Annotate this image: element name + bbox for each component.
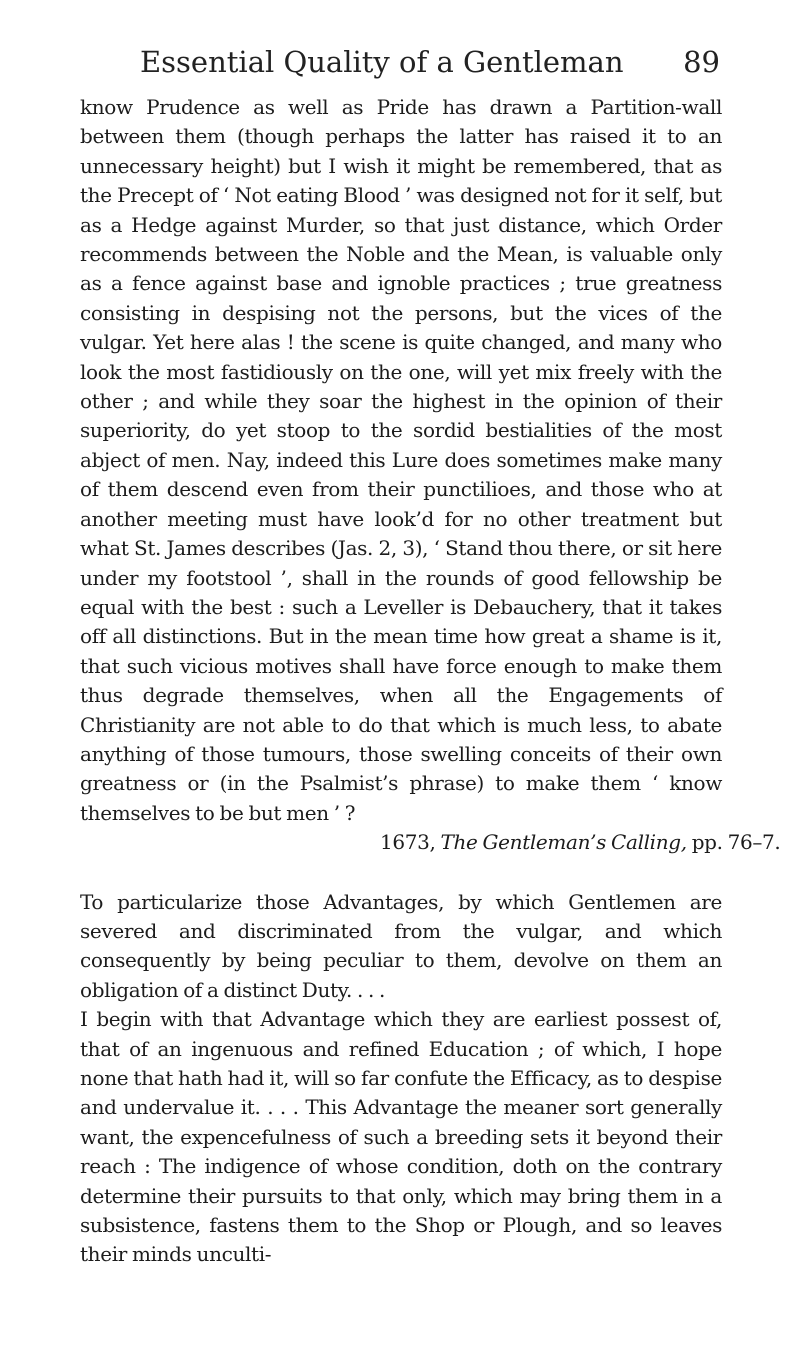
citation-year: 1673, xyxy=(380,830,436,855)
chapter-title: Essential Quality of a Gentleman xyxy=(140,45,624,79)
citation-pages: pp. 76–7. xyxy=(691,830,781,855)
section-gap xyxy=(80,858,722,888)
source-citation xyxy=(80,828,781,857)
paragraph-education: I begin with that Advantage which they are earliest possest of, that of an ingenuous and refined Education ; of which, I hope none that hath had it, will so far confute the Efficacy, as to despise and undervalue it. . . . This Advantage the meaner sort generally want, the expencefulness of such a breeding sets it beyond their reach : The indigence of whose condition, doth on the contrary determine their pursuits to that only, which may bring them in a subsistence, fastens them to the Shop or Plough, and so leaves their minds unculti- xyxy=(80,1007,722,1267)
body-text xyxy=(80,93,781,1270)
paragraph-prudence: know Prudence as well as Pride has drawn a Partition-wall between them (though perhaps the latter has raised it to an unnecessary height) but I wish it might be remembered, that as the Precept of ‘ Not eating Blood ’ was designed not for it self, but as a Hedge against Murder, so that just distance, which Order recommends between the Noble and the Mean, is valuable only as a fence against base and ignoble practices ; true greatness consisting in despising not the persons, but the vices of the vulgar. Yet here alas ! the scene is quite changed, and many who look the most fastidiously on the one, will yet mix freely with the other ; and while they soar the highest in the opinion of their superiority, do yet stoop to the sordid bestialities of the most abject of men. Nay, indeed this Lure does sometimes make many of them descend even from their punctilioes, and those who at another meeting must have look’d for no other treatment but what St. James describes (Jas. 2, 3), ‘ Stand thou there, or sit here under my footstool ’, shall in the rounds of good fellowship be equal with the best : such a Leveller is Debauchery, that it takes off all distinctions. But in the mean time how great a shame is it, that such vicious motives shall have force enough to make them thus degrade themselves, when all the Engagements of Christianity are not able to do that which is much less, to abate anything of those tumours, those swelling conceits of their own greatness or (in the Psalmist’s phrase) to make them ‘ know themselves to be but men ’ ? xyxy=(80,95,722,825)
running-head xyxy=(140,42,720,82)
paragraph-advantages: To particularize those Advantages, by which Gentlemen are severed and discriminated from the vulgar, and which consequently by being peculiar to them, devolve on them an obligation of a distinct Duty. . . . xyxy=(80,889,722,1002)
page-number: 89 xyxy=(683,45,720,79)
citation-title: The Gentleman’s Calling, xyxy=(440,830,687,855)
